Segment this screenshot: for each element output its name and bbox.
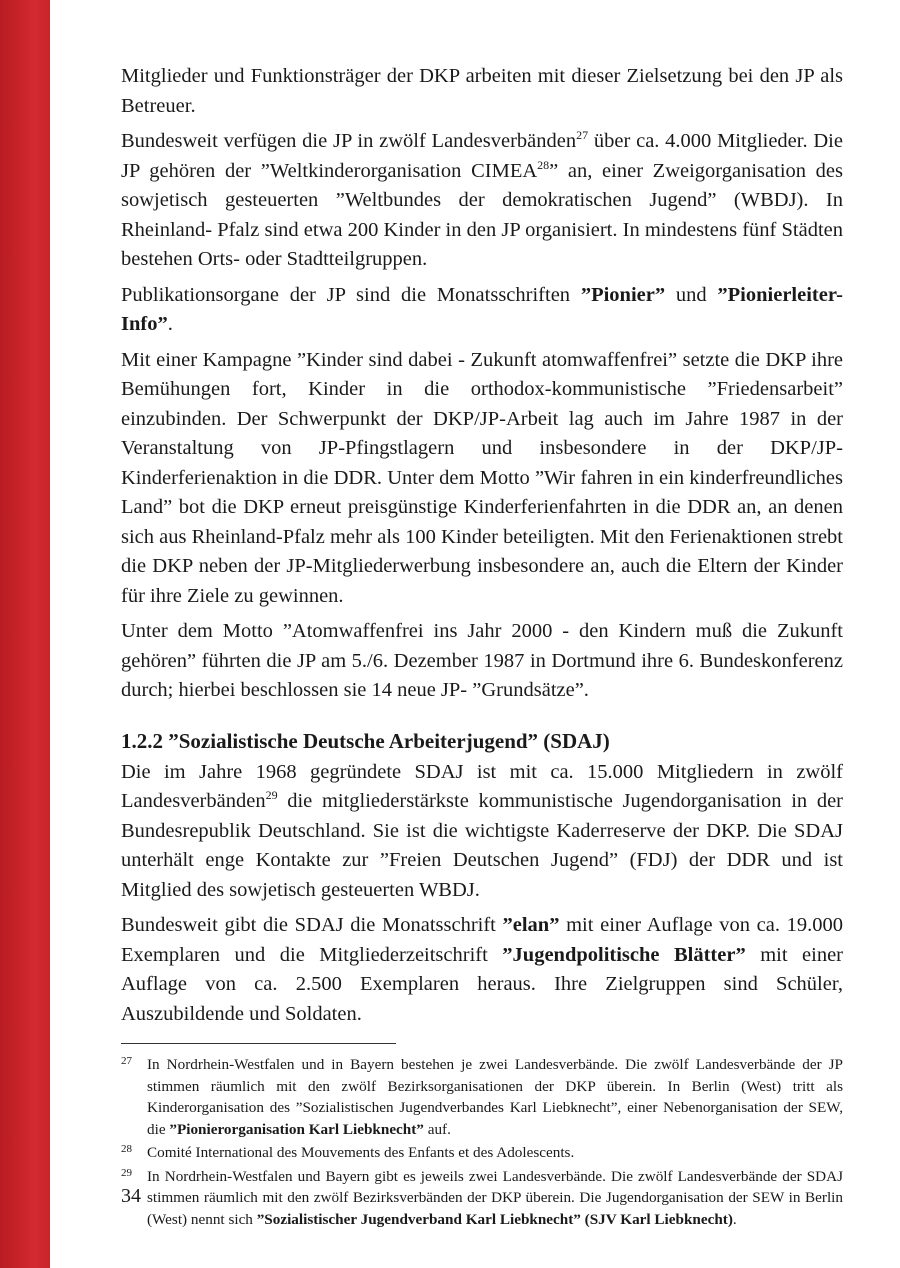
bold-text: ”elan” [502,914,560,936]
footnote-text [147,1168,843,1228]
footnote-reference: 29 [265,788,278,803]
paragraph [121,281,843,340]
text-run: Mit einer Kampagne ”Kinder sind dabei - Zukunft atomwaffenfrei” setzte die DKP ihre Bemühungen fort, Kinder in die orthodox-kommunistische ”Friedensarbeit” einzubinden. Der Schwerpunkt der DKP/JP-Arbeit lag auch im Jahre 1987 in der Veranstaltung von JP-Pfingstlagern und insbesondere in der DKP/JP-Kinderferienaktion in die DDR. Unter dem Motto ”Wir fahren in ein kinderfreundliches Land” bot die DKP erneut preisgünstige Kinderferienfahrten in die DDR an, an denen sich aus Rheinland-Pfalz mehr als 100 Kinder beteiligten. Mit den Ferienaktionen strebt die DKP neben der JP-Mitgliederwerbung insbesondere an, auch die Eltern der Kinder für ihre Ziele zu gewinnen. [121,348,843,607]
paragraph [121,911,843,1029]
paragraph [121,346,843,612]
paragraph [121,758,843,906]
text-run: . [732,1210,737,1228]
body-section-jp [121,62,843,706]
text-run: mit einer Auflage von ca. 2.500 Exemplaren heraus. Ihre Zielgruppen sind Schüler, Auszubildende und Soldaten. [121,943,843,1025]
text-run: Mitglieder und Funktionsträger der DKP arbeiten mit dieser Zielsetzung bei den JP als Betreuer. [121,65,843,117]
body-section-sdaj [121,758,843,1030]
text-run: In Nordrhein-Westfalen und in Bayern bestehen je zwei Landesverbände. Die zwölf Landesverbände der JP stimmen räumlich mit den zwölf Bezirksorganisationen der DKP überein. In Berlin (West) tritt als Kinderorganisation des ”Sozialistischen Jugendverbandes Karl Liebknecht”, einer Nebenorganisation der SEW, die [147,1056,843,1138]
text-run: Bundesweit verfügen die JP in zwölf Landesverbänden [121,130,577,152]
footnote [121,1166,843,1231]
bold-text: ”Pionierleiter-Info” [121,283,843,335]
text-run: und [665,283,718,306]
text-run: Die im Jahre 1968 gegründete SDAJ ist mit ca. 15.000 Mitgliedern in zwölf Landesverbänden [121,760,843,812]
bold-text: ”Pionier” [580,283,666,306]
text-run: Comité International des Mouvements des Enfants et des Adolescents. [147,1144,575,1161]
text-run: Bundesweit gibt die SDAJ die Monatsschrift [121,914,503,936]
section-heading: 1.2.2 ”Sozialistische Deutsche Arbeiterjugend” (SDAJ) [121,728,610,753]
footnote-number: 27 [121,1055,132,1067]
text-run: . [167,313,173,335]
text-run: ” an, einer Zweigorganisation des sowjetisch gesteuerten ”Weltbundes der demokratischen Jugend” (WBDJ). In Rheinland- Pfalz sind etwa 200 Kinder in den JP organisiert. In mindestens fünf Städten bestehen Orts- oder Stadtteilgruppen. [121,159,843,270]
text-run: Unter dem Motto ”Atomwaffenfrei ins Jahr 2000 - den Kindern muß die Zukunft gehören” führten die JP am 5./6. Dezember 1987 in Dortmund ihre 6. Bundeskonferenz durch; hierbei beschlossen sie 14 neue JP- ”Grundsätze”. [121,620,843,701]
paragraph [121,617,843,706]
footnote-divider [121,1043,396,1044]
footnote [121,1142,843,1164]
footnote [121,1054,843,1140]
bold-text: ”Pionierorganisation Karl Liebknecht” [169,1120,424,1138]
text-run: Publikationsorgane der JP sind die Monatsschriften [121,283,581,306]
page-number: 34 [121,1185,141,1207]
footnote-reference: 28 [537,157,550,172]
text-run: auf. [423,1120,451,1138]
footnote-number: 29 [121,1166,132,1179]
text-run: die mitgliederstärkste kommunistische Jugendorganisation in der Bundesrepublik Deutschland. Sie ist die wichtigste Kaderreserve der DKP. Die SDAJ unterhält enge Kontakte zur ”Freien Deutschen Jugend” (FDJ) der DDR und ist Mitglied des sowjetisch gesteuerten WBDJ. [121,790,843,901]
page-content [121,62,843,1232]
footnote-text [147,1144,574,1161]
bold-text: ”Jugendpolitische Blätter” [502,943,746,966]
paragraph [121,62,843,121]
paragraph [121,127,843,275]
footnote-text [147,1056,843,1138]
text-run: In Nordrhein-Westfalen und Bayern gibt es jeweils zwei Landesverbände. Die zwölf Landesverbände der SDAJ stimmen räumlich mit den zwölf Bezirksverbänden der DKP überein. Die Jugendorganisation der SEW in Berlin (West) nennt sich [147,1167,843,1228]
footnote-reference: 27 [576,128,589,143]
text-run: mit einer Auflage von ca. 19.000 Exemplaren und die Mitgliederzeitschrift [121,914,843,966]
footnotes [121,1054,843,1230]
red-margin-band [0,0,50,1268]
footnote-number: 28 [121,1143,132,1155]
bold-text: ”Sozialistischer Jugendverband Karl Liebknecht” (SJV Karl Liebknecht) [256,1210,733,1228]
text-run: über ca. 4.000 Mitglieder. Die JP gehören der ”Weltkinderorganisation CIMEA [121,130,843,182]
